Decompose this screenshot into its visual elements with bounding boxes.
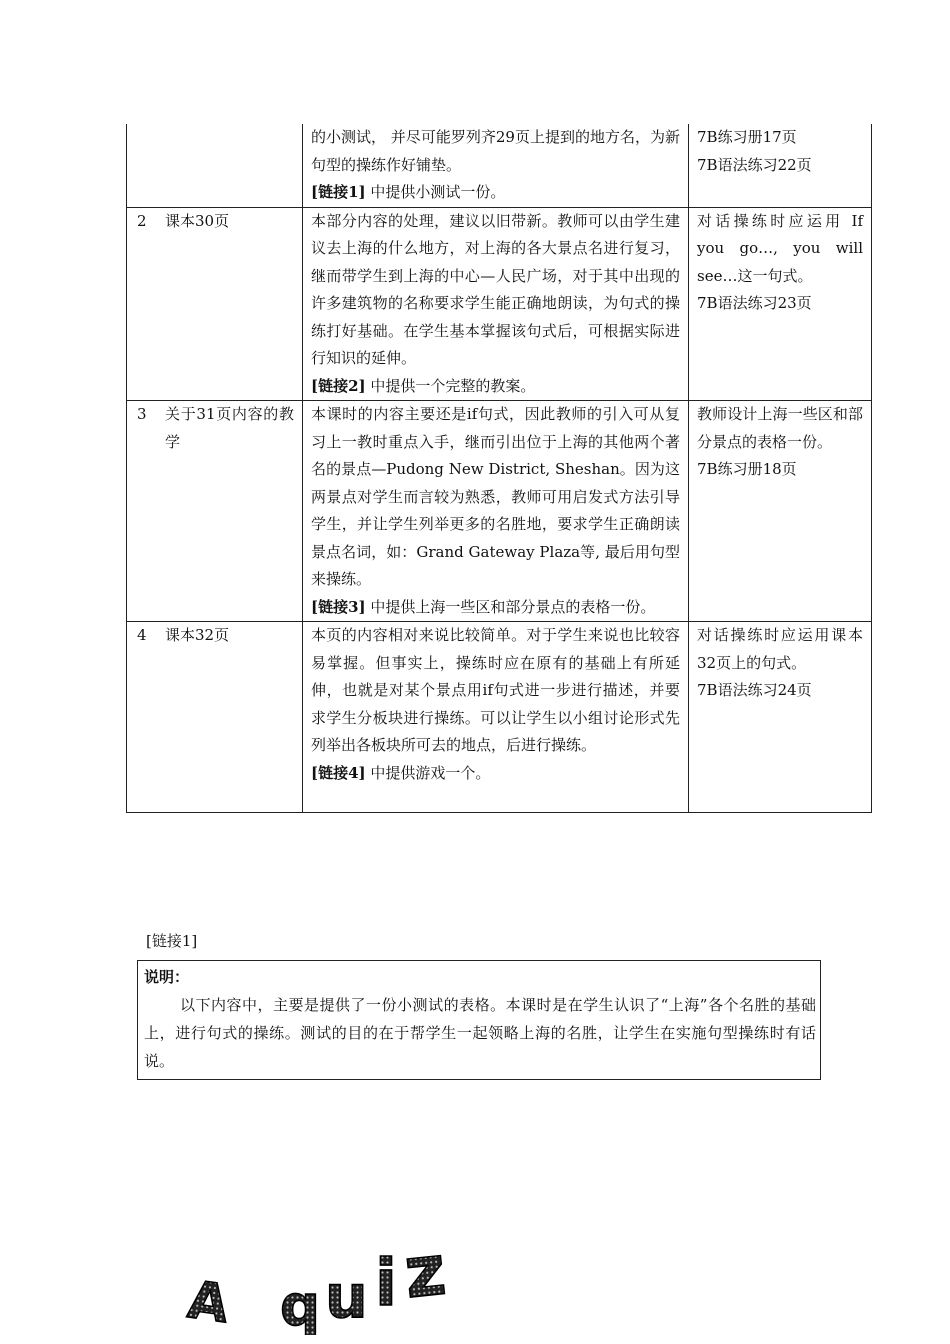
resource-item: 7B语法练习22页 <box>697 155 812 174</box>
content-text: 本课时的内容主要还是if句式，因此教师的引入可从复习上一教时重点入手，继而引出位于上海的其他两个著名的景点—Pudong New District, Sheshan。因为这两景点对学生而言较为熟悉，教师可用启发式方法引导学生，并让学生列举更多的名胜地，要求学生正确朗读景点名词，如：Grand Gateway Plaza等, 最后用句型来操练。 <box>311 405 680 588</box>
table-row <box>127 207 872 401</box>
link-text: 中提供一个完整的教案。 <box>370 376 536 395</box>
lesson-plan-table <box>126 124 872 813</box>
resource-item: 7B语法练习23页 <box>697 294 812 312</box>
content-cell <box>303 124 689 207</box>
wordart-letter: A <box>184 1270 233 1335</box>
note-text: 以下内容中，主要是提供了一份小测试的表格。本课时是在学生认识了“上海”各个名胜的基础上，进行句式的操练。测试的目的在于帮学生一起领略上海的名胜，让学生在实施句型操练时有话说。 <box>144 996 816 1070</box>
section-cell <box>127 401 303 622</box>
link-label: [链接4] <box>311 763 366 782</box>
resource-item: 教师设计上海一些区和部分景点的表格一份。 <box>697 405 863 451</box>
link-note <box>311 373 680 401</box>
link1-heading: [链接1] <box>146 932 198 950</box>
wordart-letter: z <box>400 1228 450 1315</box>
section-title: 课本32页 <box>165 626 230 644</box>
quiz-wordart <box>180 1225 480 1335</box>
table-row <box>127 124 872 207</box>
table-row <box>127 401 872 622</box>
link-note <box>311 179 680 207</box>
wordart-letter: u <box>325 1262 368 1332</box>
resource-item: 对话操练时应运用 If you go…, you will see…这一句式。 <box>697 211 863 285</box>
link-label: [链接2] <box>311 376 366 395</box>
resource-item: 对话操练时应运用课本32页上的句式。 <box>697 626 863 672</box>
note-box <box>137 960 821 1080</box>
content-cell <box>303 207 689 401</box>
link-text: 中提供游戏一个。 <box>370 763 491 782</box>
table-row <box>127 622 872 813</box>
link-text: 中提供小测试一份。 <box>370 183 506 201</box>
note-heading: 说明： <box>144 968 190 986</box>
section-cell <box>127 124 303 207</box>
content-text: 本部分内容的处理，建议以旧带新。教师可以由学生建议去上海的什么地方，对上海的各大景点名进行复习，继而带学生到上海的中心—人民广场，对于其中出现的许多建筑物的名称要求学生能正确地朗读，为句式的操练打好基础。在学生基本掌握该句式后，可根据实际进行知识的延伸。 <box>311 211 680 367</box>
section-title: 关于31页内容的教学 <box>165 405 294 451</box>
resource-item: 7B练习册18页 <box>697 460 797 478</box>
section-title: 课本30页 <box>165 211 230 230</box>
section-cell <box>127 207 303 401</box>
resources-cell <box>689 207 872 401</box>
content-cell <box>303 622 689 813</box>
content-cell <box>303 401 689 622</box>
resource-item: 7B练习册17页 <box>697 128 797 146</box>
quiz-wordart-graphic <box>180 1225 480 1335</box>
content-text: 的小测试， 并尽可能罗列齐29页上提到的地方名，为新句型的操练作好铺垫。 <box>311 128 680 174</box>
row-number: 2 <box>137 211 147 230</box>
wordart-letter: q <box>280 1274 321 1335</box>
content-text: 本页的内容相对来说比较简单。对于学生来说也比较容易掌握。但事实上，操练时应在原有的基础上有所延伸，也就是对某个景点用if句式进一步进行描述，并要求学生分板块进行操练。可以让学生以小组讨论形式先列举出各板块所可去的地点，后进行操练。 <box>311 626 680 754</box>
link-note <box>311 594 680 622</box>
wordart-letter: i <box>375 1247 397 1321</box>
resources-cell <box>689 622 872 813</box>
link-label: [链接1] <box>311 183 366 201</box>
link-label: [链接3] <box>311 597 366 616</box>
row-number: 3 <box>137 405 147 423</box>
section-cell <box>127 622 303 813</box>
row-number: 4 <box>137 626 147 644</box>
link-note <box>311 760 680 788</box>
resources-cell <box>689 401 872 622</box>
link-text: 中提供上海一些区和部分景点的表格一份。 <box>370 597 656 616</box>
resources-cell <box>689 124 872 207</box>
resource-item: 7B语法练习24页 <box>697 681 812 699</box>
